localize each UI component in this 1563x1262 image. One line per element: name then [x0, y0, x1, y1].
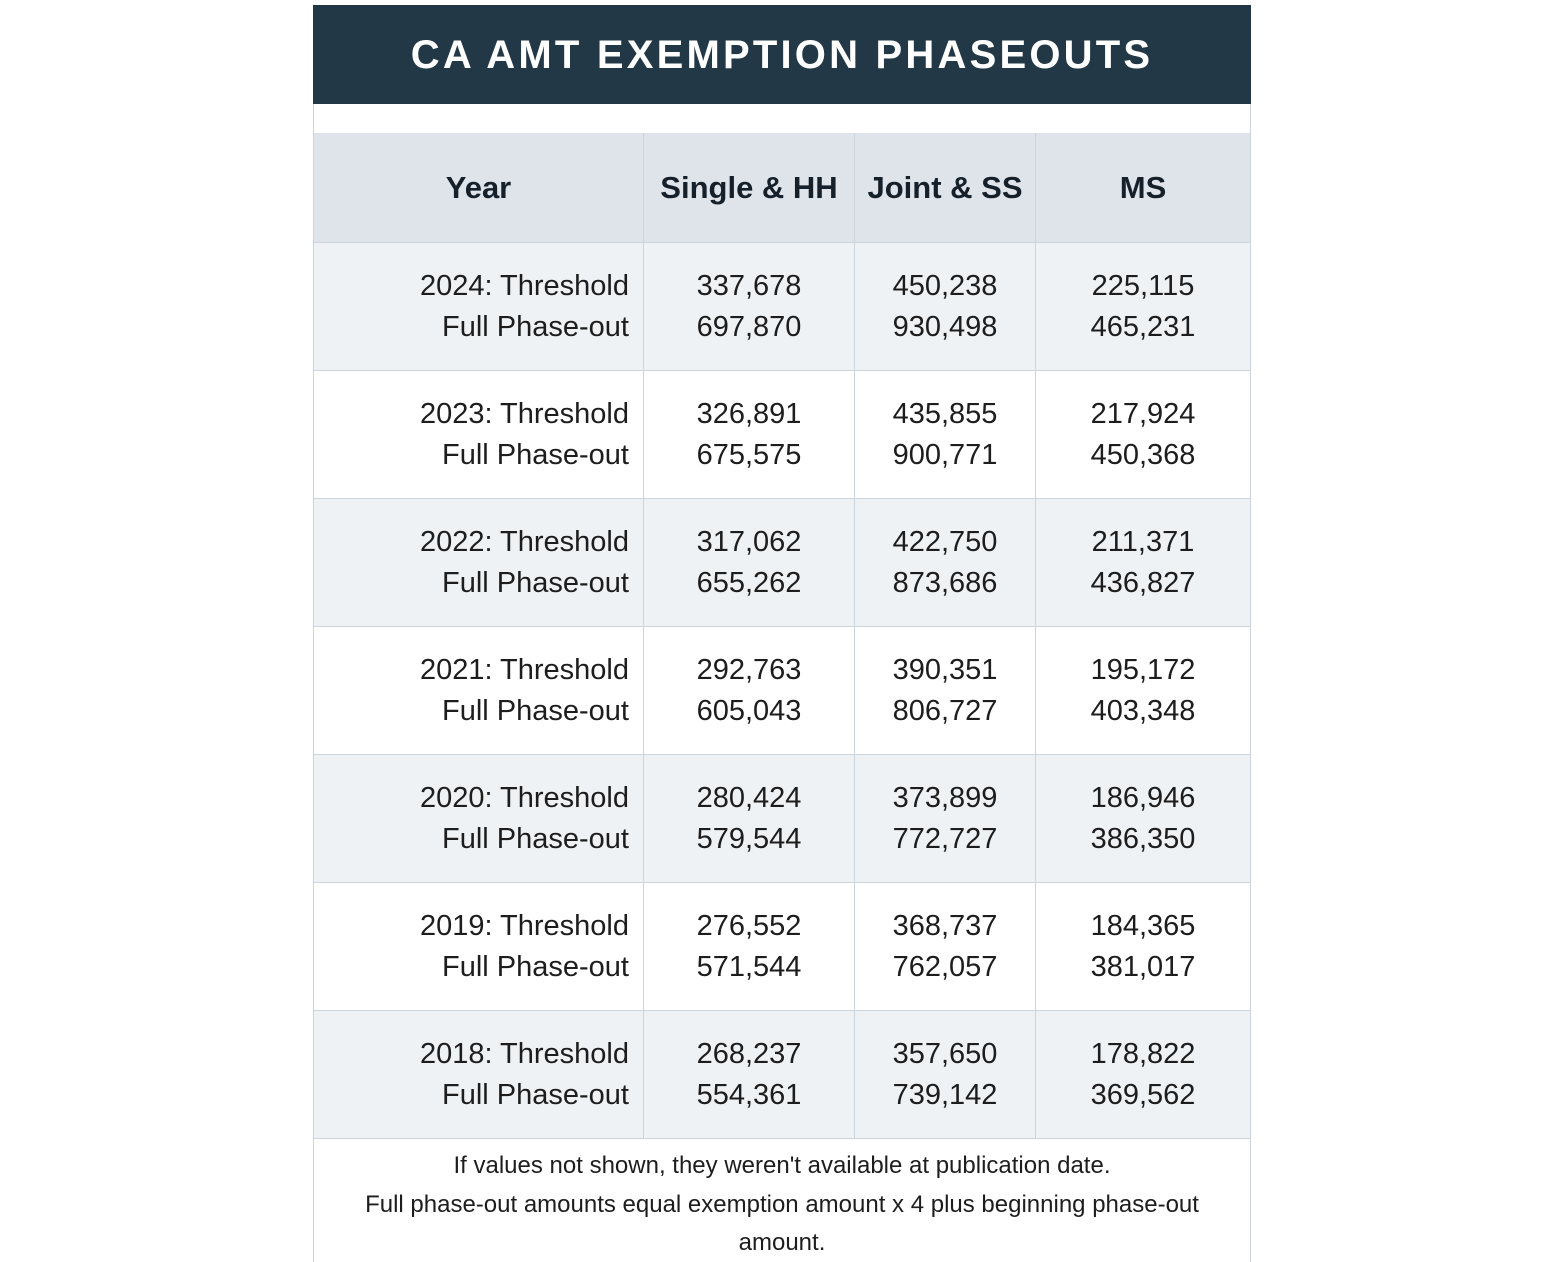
footnote-line-2: Full phase-out amounts equal exemption amount x 4 plus beginning phase-out amount.	[365, 1190, 1199, 1257]
value-full-phaseout: 806,727	[892, 694, 998, 727]
column-header-joint-ss: Joint & SS	[855, 133, 1036, 243]
table-row	[314, 755, 1251, 883]
value-full-phaseout: 579,544	[696, 822, 802, 855]
row-label-threshold: 2021: Threshold	[419, 654, 629, 687]
column-header-single-hh: Single & HH	[644, 133, 855, 243]
value-threshold: 195,172	[1090, 654, 1196, 687]
row-label-2020	[314, 755, 644, 883]
value-threshold: 184,365	[1090, 910, 1196, 943]
row-label-threshold: 2024: Threshold	[419, 270, 629, 303]
footnote-row	[314, 1139, 1251, 1262]
row-label-2019	[314, 883, 644, 1011]
value-full-phaseout: 900,771	[892, 438, 998, 471]
value-threshold: 186,946	[1090, 782, 1196, 815]
cell-2019-single-hh	[644, 883, 855, 1011]
cell-2023-single-hh	[644, 371, 855, 499]
cell-2019-joint-ss	[855, 883, 1036, 1011]
cell-2022-joint-ss	[855, 499, 1036, 627]
page-title: CA AMT EXEMPTION PHASEOUTS	[410, 32, 1154, 77]
value-full-phaseout: 403,348	[1090, 694, 1196, 727]
row-label-threshold: 2019: Threshold	[419, 910, 629, 943]
value-threshold: 225,115	[1091, 270, 1195, 303]
cell-2018-joint-ss	[855, 1011, 1036, 1139]
row-label-full-phaseout: Full Phase-out	[442, 694, 629, 727]
value-full-phaseout: 873,686	[892, 566, 998, 599]
value-threshold: 368,737	[892, 910, 998, 943]
cell-2022-ms	[1036, 499, 1251, 627]
cell-2020-single-hh	[644, 755, 855, 883]
value-threshold: 268,237	[696, 1038, 802, 1071]
value-full-phaseout: 675,575	[696, 438, 802, 471]
value-threshold: 217,924	[1090, 398, 1196, 431]
value-threshold: 292,763	[696, 654, 802, 687]
value-threshold: 373,899	[892, 782, 998, 815]
cell-2021-joint-ss	[855, 627, 1036, 755]
cell-2019-ms	[1036, 883, 1251, 1011]
row-label-threshold: 2018: Threshold	[419, 1038, 629, 1071]
table-header	[314, 133, 1251, 243]
cell-2024-joint-ss	[855, 243, 1036, 371]
value-threshold: 435,855	[892, 398, 998, 431]
value-full-phaseout: 571,544	[696, 950, 802, 983]
value-threshold: 211,371	[1091, 526, 1195, 559]
value-full-phaseout: 386,350	[1090, 822, 1196, 855]
row-label-full-phaseout: Full Phase-out	[442, 566, 629, 599]
value-full-phaseout: 369,562	[1090, 1078, 1196, 1111]
cell-2021-single-hh	[644, 627, 855, 755]
table-body	[314, 243, 1251, 1262]
row-label-full-phaseout: Full Phase-out	[442, 438, 629, 471]
column-header-ms: MS	[1036, 133, 1251, 243]
column-header-year: Year	[314, 133, 644, 243]
value-full-phaseout: 772,727	[892, 822, 998, 855]
cell-2020-joint-ss	[855, 755, 1036, 883]
value-full-phaseout: 381,017	[1090, 950, 1196, 983]
table-row	[314, 883, 1251, 1011]
table-row	[314, 499, 1251, 627]
cell-2024-ms	[1036, 243, 1251, 371]
value-threshold: 337,678	[696, 270, 802, 303]
cell-2023-joint-ss	[855, 371, 1036, 499]
row-label-full-phaseout: Full Phase-out	[442, 950, 629, 983]
banner-spacer-row	[313, 104, 1251, 133]
footnote-cell	[314, 1139, 1251, 1262]
amt-phaseout-table	[313, 133, 1251, 1262]
row-label-2021	[314, 627, 644, 755]
value-full-phaseout: 930,498	[892, 310, 998, 343]
row-label-threshold: 2022: Threshold	[419, 526, 629, 559]
header-row	[314, 133, 1251, 243]
value-full-phaseout: 697,870	[696, 310, 802, 343]
row-label-2018	[314, 1011, 644, 1139]
value-full-phaseout: 554,361	[696, 1078, 802, 1111]
table-row	[314, 1011, 1251, 1139]
value-full-phaseout: 655,262	[696, 566, 802, 599]
cell-2021-ms	[1036, 627, 1251, 755]
cell-2024-single-hh	[644, 243, 855, 371]
value-full-phaseout: 739,142	[892, 1078, 998, 1111]
value-full-phaseout: 762,057	[892, 950, 998, 983]
table-title-banner	[313, 5, 1251, 104]
value-full-phaseout: 465,231	[1090, 310, 1196, 343]
footnote-line-1: If values not shown, they weren't available at publication date.	[453, 1151, 1111, 1179]
table-row	[314, 371, 1251, 499]
row-label-threshold: 2023: Threshold	[419, 398, 629, 431]
table-row	[314, 243, 1251, 371]
value-threshold: 357,650	[892, 1038, 998, 1071]
row-label-full-phaseout: Full Phase-out	[442, 310, 629, 343]
value-threshold: 422,750	[892, 526, 998, 559]
row-label-full-phaseout: Full Phase-out	[442, 822, 629, 855]
value-threshold: 390,351	[892, 654, 998, 687]
value-full-phaseout: 450,368	[1090, 438, 1196, 471]
table-row	[314, 627, 1251, 755]
row-label-2023	[314, 371, 644, 499]
value-threshold: 178,822	[1090, 1038, 1196, 1071]
value-full-phaseout: 436,827	[1090, 566, 1196, 599]
cell-2020-ms	[1036, 755, 1251, 883]
value-threshold: 317,062	[696, 526, 802, 559]
value-threshold: 450,238	[892, 270, 998, 303]
row-label-2022	[314, 499, 644, 627]
value-threshold: 280,424	[696, 782, 802, 815]
value-threshold: 276,552	[696, 910, 802, 943]
value-full-phaseout: 605,043	[696, 694, 802, 727]
cell-2022-single-hh	[644, 499, 855, 627]
row-label-full-phaseout: Full Phase-out	[442, 1078, 629, 1111]
cell-2018-ms	[1036, 1011, 1251, 1139]
amt-phaseout-table-card	[313, 5, 1251, 1262]
row-label-2024	[314, 243, 644, 371]
value-threshold: 326,891	[696, 398, 802, 431]
row-label-threshold: 2020: Threshold	[419, 782, 629, 815]
cell-2023-ms	[1036, 371, 1251, 499]
cell-2018-single-hh	[644, 1011, 855, 1139]
